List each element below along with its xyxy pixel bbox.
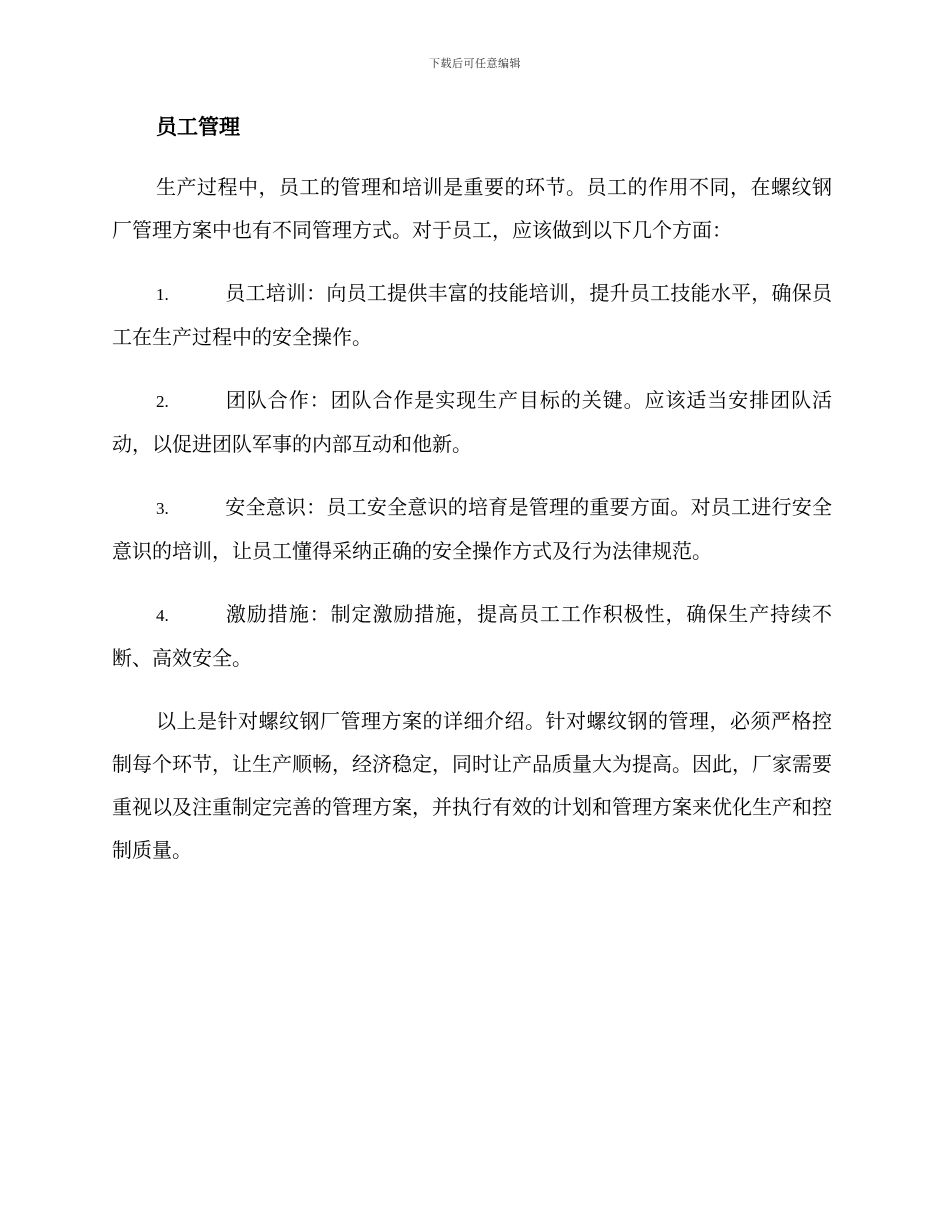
- list-item-text: 团队合作：团队合作是实现生产目标的关键。应该适当安排团队活动，以促进团队军事的内部互动和他新。: [112, 388, 832, 456]
- list-item-number: 1.: [156, 285, 169, 304]
- section-heading: 员工管理: [156, 115, 240, 139]
- list-item-number: 2.: [156, 392, 169, 411]
- list-item-text: 激励措施：制定激励措施，提高员工工作积极性，确保生产持续不断、高效安全。: [112, 602, 832, 670]
- list-item-3: [112, 486, 832, 573]
- list-item-text: 安全意识：员工安全意识的培育是管理的重要方面。对员工进行安全意识的培训，让员工懂得采纳正确的安全操作方式及行为法律规范。: [112, 495, 832, 563]
- list-item-1: [112, 272, 832, 359]
- conclusion-paragraph: 以上是针对螺纹钢厂管理方案的详细介绍。针对螺纹钢的管理，必须严格控制每个环节，让生产顺畅，经济稳定，同时让产品质量大为提高。因此，厂家需要重视以及注重制定完善的管理方案，并执行有效的计划和管理方案来优化生产和控制质量。: [112, 709, 832, 862]
- intro-paragraph: 生产过程中，员工的管理和培训是重要的环节。员工的作用不同，在螺纹钢厂管理方案中也有不同管理方式。对于员工，应该做到以下几个方面：: [112, 175, 832, 242]
- list-item-2: [112, 379, 832, 466]
- document-body: [112, 110, 832, 892]
- header-note: 下载后可任意编辑: [429, 57, 521, 70]
- list-item-number: 3.: [156, 499, 169, 518]
- list-item-number: 4.: [156, 606, 169, 625]
- list-item-text: 员工培训：向员工提供丰富的技能培训，提升员工技能水平，确保员工在生产过程中的安全操作。: [112, 281, 832, 349]
- list-item-4: [112, 593, 832, 680]
